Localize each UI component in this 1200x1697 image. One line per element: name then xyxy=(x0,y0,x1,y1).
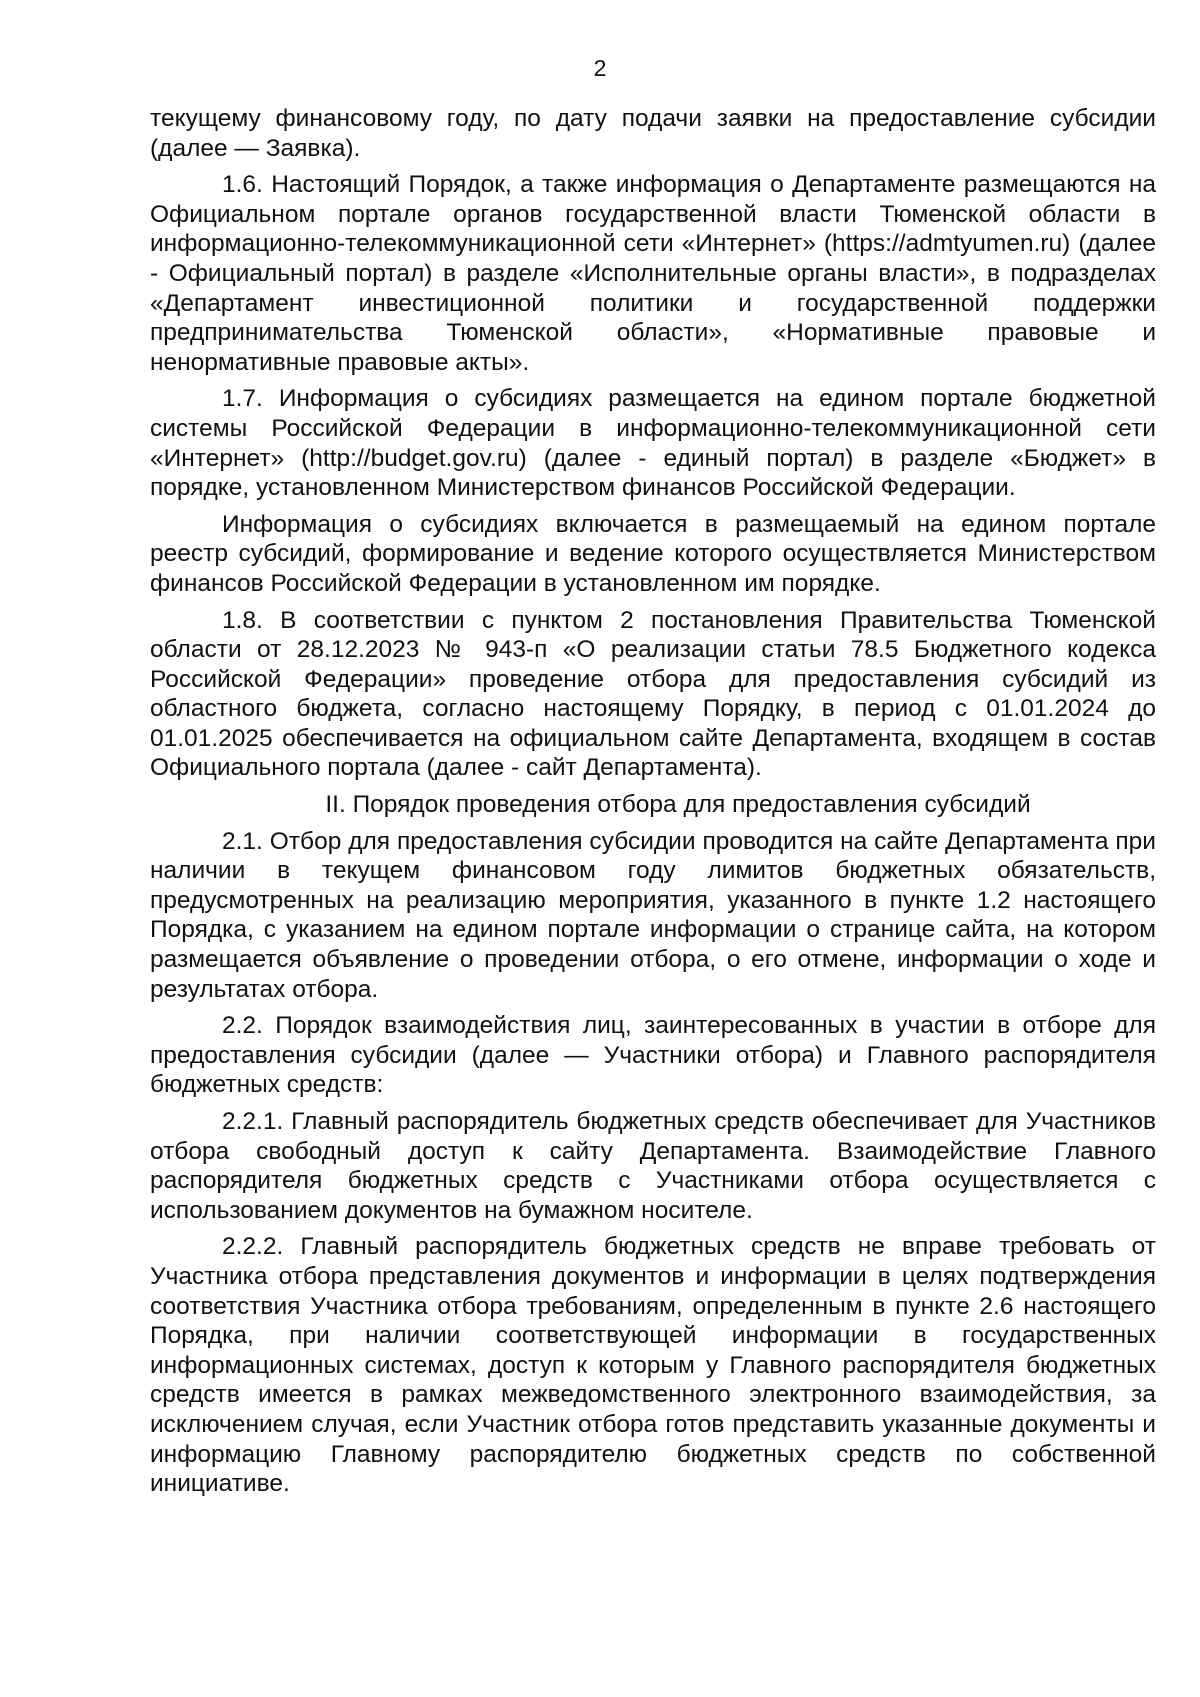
paragraph-1-7: 1.7. Информация о субсидиях размещается на едином портале бюджетной системы Российской Федерации в информационно-телекоммуникационной сети «Интернет» (http://budget.gov.ru) (далее - единый портал) в разделе «Бюджет» в порядке, установленном Министерством финансов Российской Федерации. xyxy=(150,385,1156,502)
paragraph-1-8: 1.8. В соответствии с пунктом 2 постановления Правительства Тюменской области от 28.12.2023 № 943-п «О реализации статьи 78.5 Бюджетного кодекса Российской Федерации» проведение отбора для предоставления субсидий из областного бюджета, согласно настоящему Порядку, в период с 01.01.2024 до 01.01.2025 обеспечивается на официальном сайте Департамента, входящем в состав Официального портала (далее - сайт Департамента). xyxy=(150,606,1156,782)
page-number: 2 xyxy=(593,55,607,81)
paragraph-2-2: 2.2. Порядок взаимодействия лиц, заинтересованных в участии в отборе для предоставления субсидии (далее — Участники отбора) и Главного распорядителя бюджетных средств: xyxy=(150,1012,1156,1099)
paragraph-1-6: 1.6. Настоящий Порядок, а также информация о Департаменте размещаются на Официальном портале органов государственной власти Тюменской области в информационно-телекоммуникационной сети «Интернет» (https://admtyumen.ru) (далее - Официальный портал) в разделе «Исполнительные органы власти», в подразделах «Департамент инвестиционной политики и государственной поддержки предпринимательства Тюменской области», «Нормативные правовые и ненормативные правовые акты». xyxy=(150,171,1156,376)
paragraph-1-5-continuation: текущему финансовому году, по дату подачи заявки на предоставление субсидии (далее — Заявка). xyxy=(150,105,1156,162)
paragraph-1-7-registry: Информация о субсидиях включается в размещаемый на едином портале реестр субсидий, формирование и ведение которого осуществляется Министерством финансов Российской Федерации в установленном им порядке. xyxy=(150,510,1156,597)
paragraph-2-2-1: 2.2.1. Главный распорядитель бюджетных средств обеспечивает для Участников отбора свободный доступ к сайту Департамента. Взаимодействие Главного распорядителя бюджетных средств с Участниками отбора осуществляется с использованием документов на бумажном носителе. xyxy=(150,1108,1156,1224)
section-heading-2: II. Порядок проведения отбора для предоставления субсидий xyxy=(325,791,1031,819)
paragraph-2-2-2: 2.2.2. Главный распорядитель бюджетных средств не вправе требовать от Участника отбора представления документов и информации в целях подтверждения соответствия Участника отбора требованиям, определенным в пункте 2.6 настоящего Порядка, при наличии соответствующей информации в государственных информационных системах, доступ к которым у Главного распорядителя бюджетных средств имеется в рамках межведомственного электронного взаимодействия, за исключением случая, если Участник отбора готов представить указанные документы и информацию Главному распорядителю бюджетных средств по собственной инициативе. xyxy=(150,1233,1156,1498)
paragraph-2-1: 2.1. Отбор для предоставления субсидии проводится на сайте Департамента при наличии в текущем финансовом году лимитов бюджетных обязательств, предусмотренных на реализацию мероприятия, указанного в пункте 1.2 настоящего Порядка, с указанием на едином портале информации о странице сайта, на котором размещается объявление о проведении отбора, о его отмене, информации о ходе и результатах отбора. xyxy=(150,827,1156,1003)
document-body xyxy=(150,104,1156,1506)
